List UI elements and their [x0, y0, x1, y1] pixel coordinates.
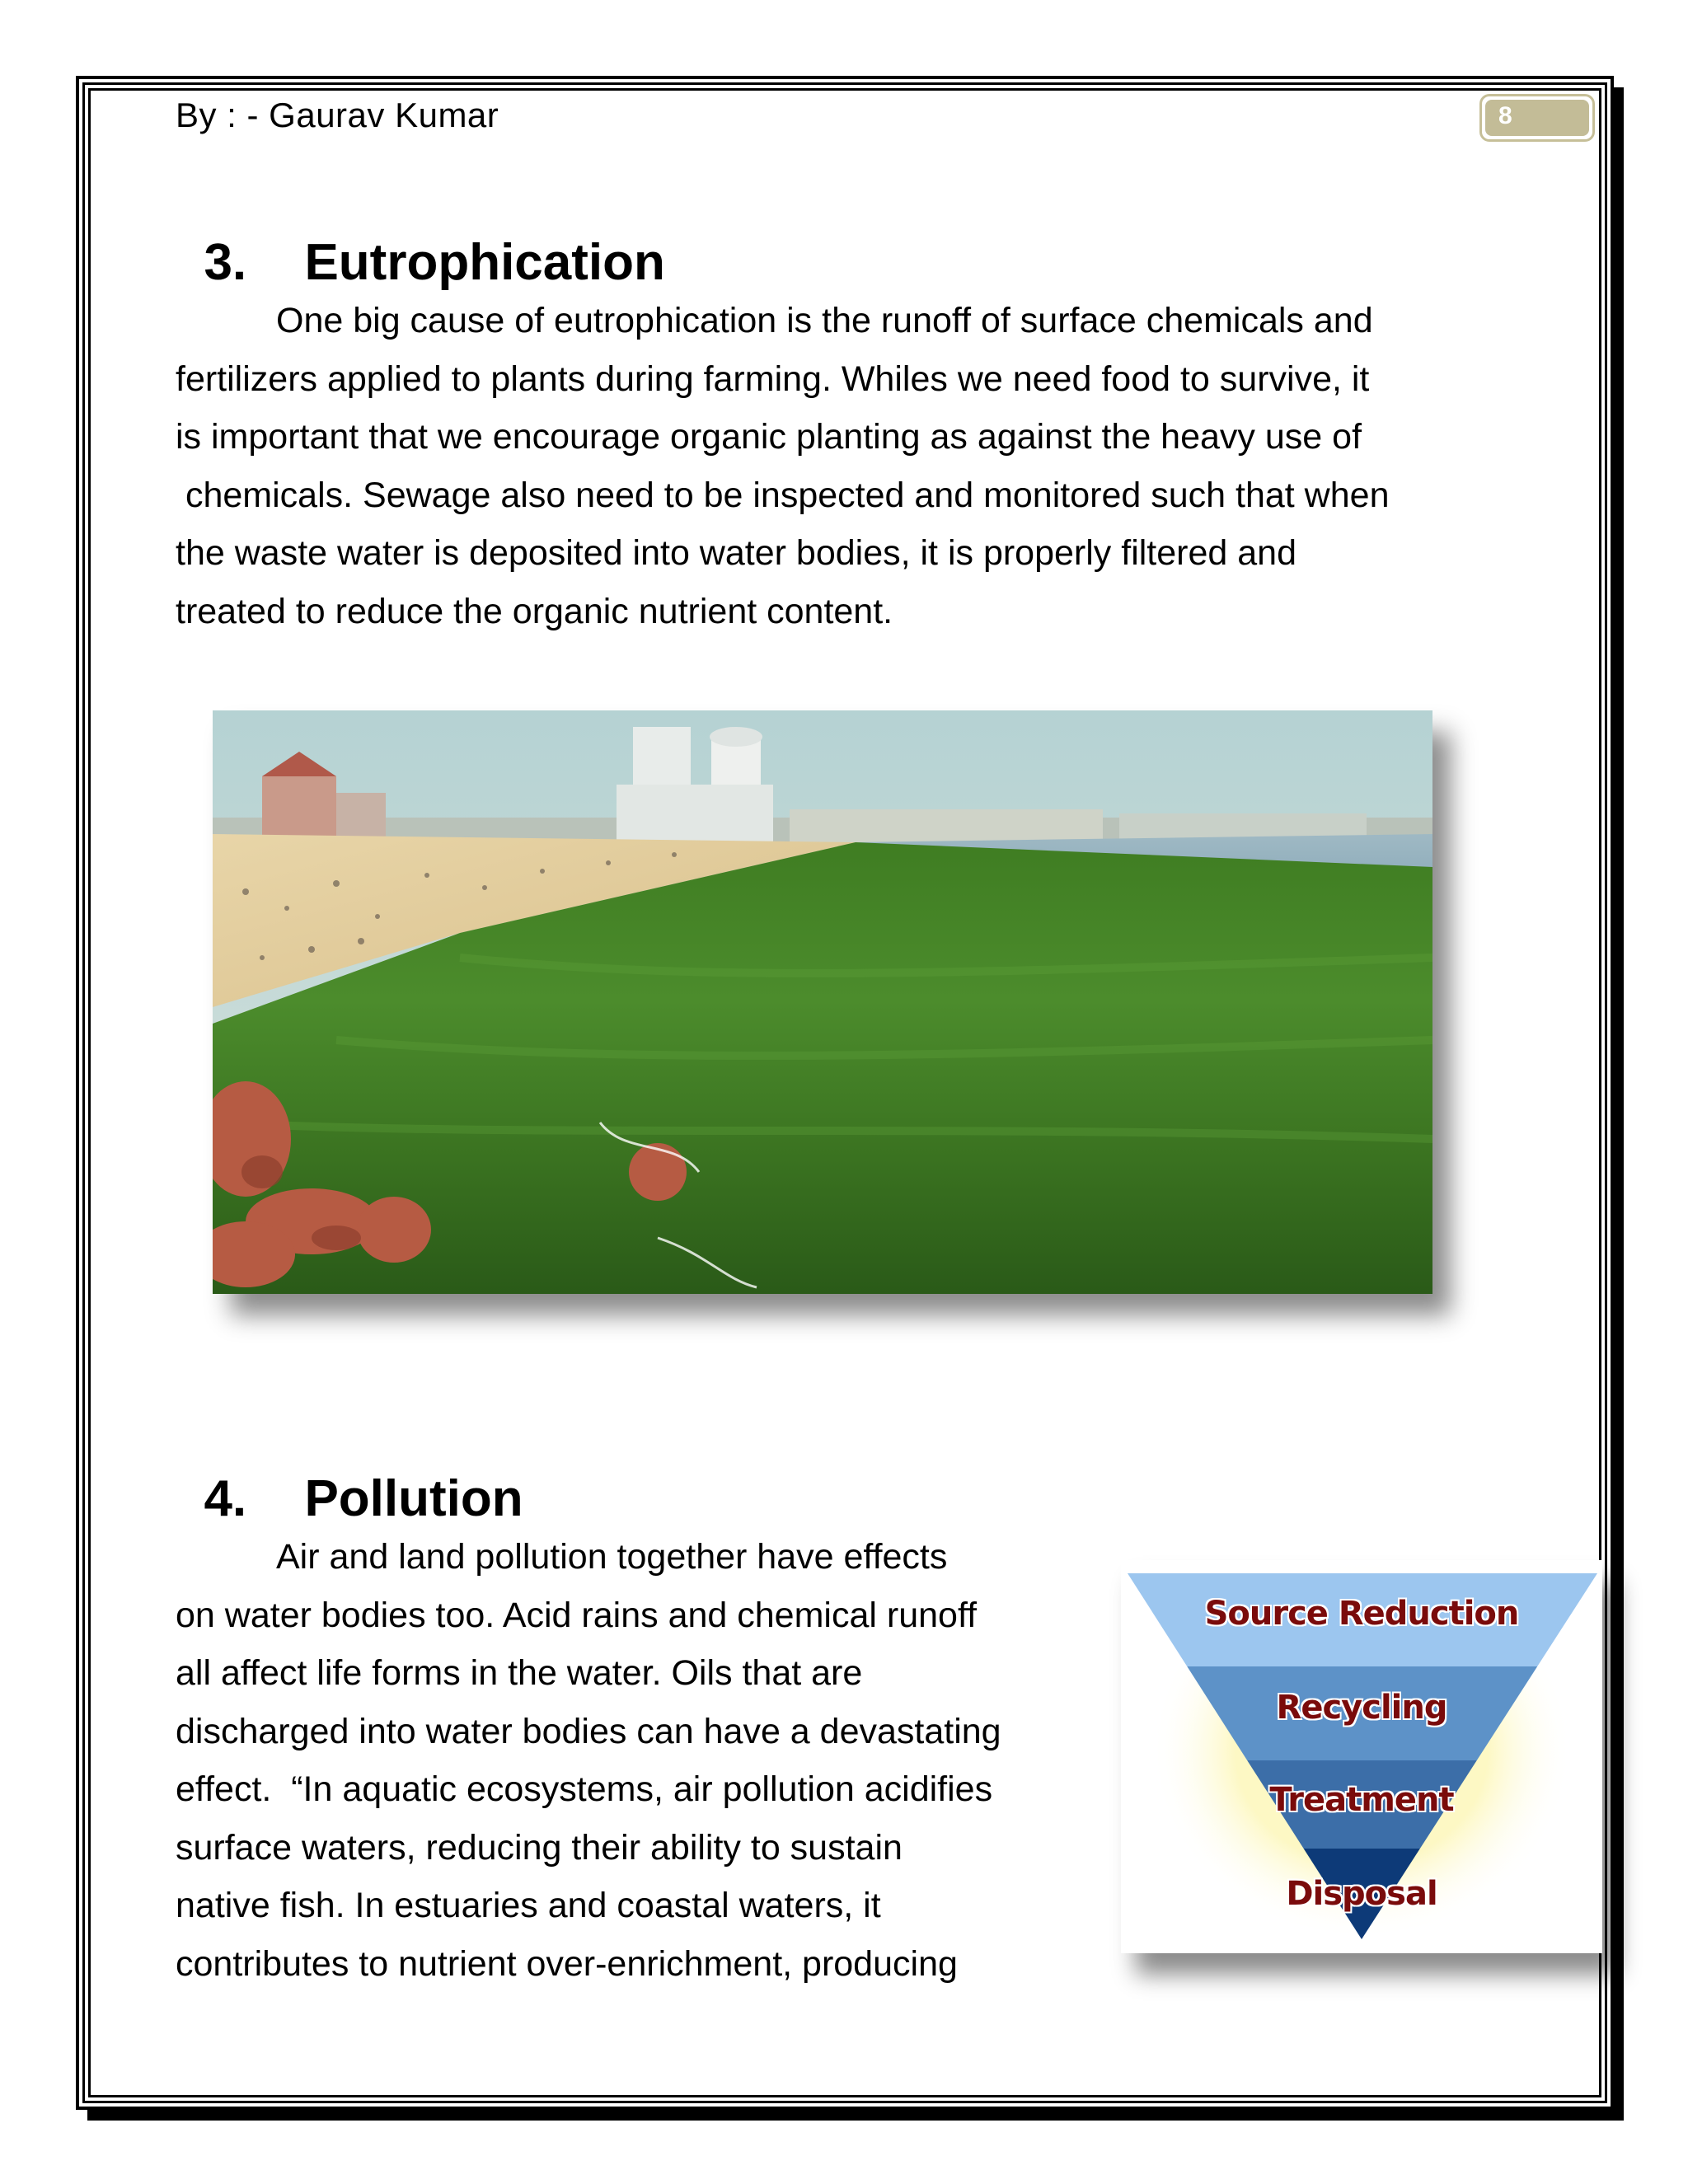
pyramid-tier-disposal: Disposal — [1286, 1875, 1437, 1913]
algae-bloom-photo — [213, 710, 1432, 1294]
section-title: Eutrophication — [304, 234, 665, 291]
algae-bloom-photo-illustration — [213, 710, 1432, 1294]
page-number: 8 — [1498, 102, 1512, 129]
paragraph-line: discharged into water bodies can have a devastating — [176, 1711, 1001, 1751]
paragraph-line: One big cause of eutrophication is the runoff of surface chemicals and — [276, 301, 1373, 340]
pyramid-tier-source-reduction: Source Reduction — [1204, 1595, 1519, 1633]
paragraph-line: surface waters, reducing their ability to sustain — [176, 1827, 903, 1868]
paragraph-line: chemicals. Sewage also need to be inspected and monitored such that when — [176, 475, 1390, 515]
paragraph-line: contributes to nutrient over-enrichment, producing — [176, 1943, 958, 1984]
paragraph-line: native fish. In estuaries and coastal waters, it — [176, 1886, 881, 1925]
author-line: By : - Gaurav Kumar — [176, 96, 499, 134]
paragraph-line: treated to reduce the organic nutrient content. — [176, 591, 893, 631]
pyramid-tier-treatment: Treatment — [1269, 1781, 1454, 1819]
paragraph-line: the waste water is deposited into water bodies, it is properly filtered and — [176, 533, 1297, 573]
pyramid-tier-recycling: Recycling — [1276, 1689, 1447, 1727]
section-title: Pollution — [304, 1470, 523, 1527]
section-number: 4. — [204, 1470, 247, 1527]
page-number-badge-fill — [1485, 100, 1589, 136]
section-number: 3. — [204, 234, 247, 291]
paragraph-line: Air and land pollution together have effects — [276, 1537, 948, 1577]
section-heading-pollution — [176, 1411, 523, 1528]
paragraph-line: is important that we encourage organic planting as against the heavy use of — [176, 417, 1362, 457]
page-number-badge — [1479, 94, 1595, 142]
section-heading-eutrophication — [176, 175, 665, 292]
paragraph-line: all affect life forms in the water. Oils that are — [176, 1653, 863, 1693]
pollution-paragraph — [176, 1528, 1001, 1993]
eutrophication-paragraph — [176, 292, 1389, 640]
paragraph-line: on water bodies too. Acid rains and chemical runoff — [176, 1595, 978, 1635]
paragraph-line: fertilizers applied to plants during farming. Whiles we need food to survive, it — [176, 359, 1370, 399]
paragraph-line: effect. “In aquatic ecosystems, air pollution acidifies — [176, 1769, 993, 1809]
waste-hierarchy-pyramid — [1121, 1560, 1602, 1953]
